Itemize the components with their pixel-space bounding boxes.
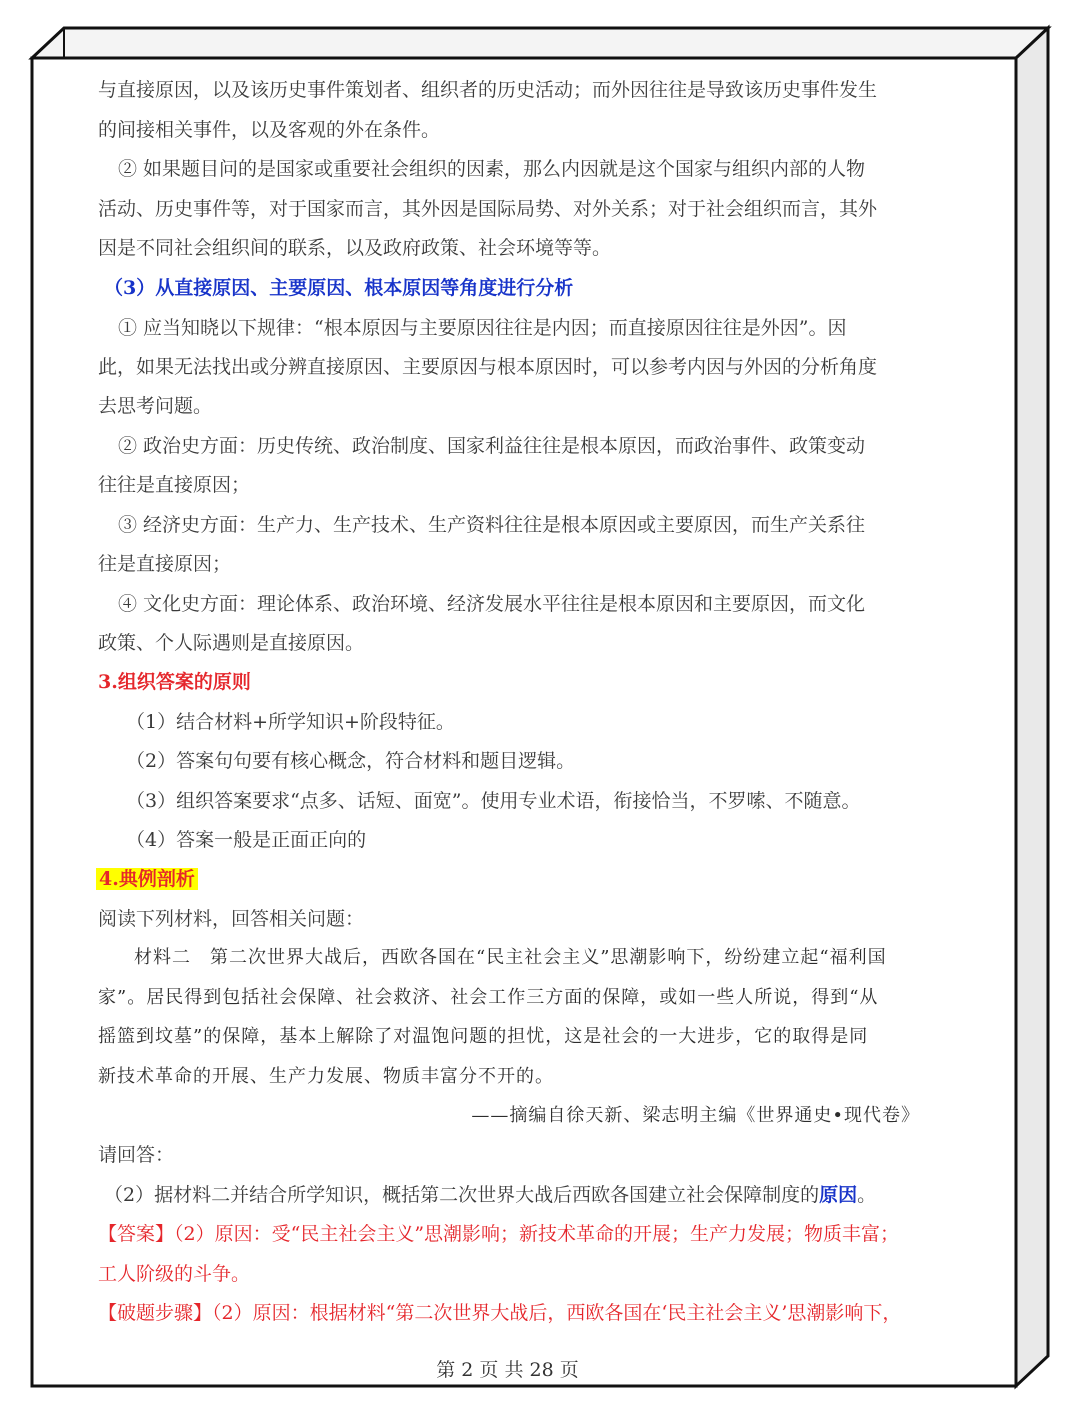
steps-text: （2）原因：根据材料“第二次世界大战后，西欧各国在‘民主社会主义’思潮影响下， bbox=[212, 1302, 902, 1324]
principle-item: （1）结合材料+所学知识+阶段特征。 bbox=[126, 711, 455, 733]
answer-tag: 【答案】 bbox=[98, 1223, 175, 1245]
page-number: 第 2 页 共 28 页 bbox=[436, 1359, 579, 1381]
material-line: 家”。居民得到包括社会保障、社会救济、社会工作三方面的保障，或如一些人所说，得到“从 bbox=[98, 987, 879, 1008]
principle-item: （4）答案一般是正面正向的 bbox=[126, 829, 367, 851]
text-line: 活动、历史事件等，对于国家而言，其外因是国际局势、对外关系；对于社会组织而言，其外 bbox=[98, 198, 878, 220]
steps-tag: 【破题步骤】 bbox=[98, 1302, 213, 1324]
material-line: 摇篮到坟墓”的保障，基本上解除了对温饱问题的担忧，这是社会的一大进步，它的取得是同 bbox=[98, 1026, 869, 1047]
text-line: 因是不同社会组织间的联系，以及政府政策、社会环境等等。 bbox=[98, 237, 612, 259]
text-line: 的间接相关事件，以及客观的外在条件。 bbox=[98, 119, 441, 141]
material-line: 新技术革命的开展、生产力发展、物质丰富分不开的。 bbox=[98, 1066, 554, 1087]
text-line: 政策、个人际遇则是直接原因。 bbox=[98, 632, 365, 654]
question-line bbox=[104, 1183, 876, 1207]
text-line: ② 如果题目问的是国家或重要社会组织的因素，那么内因就是这个国家与组织内部的人物 bbox=[118, 158, 866, 180]
text-line: 去思考问题。 bbox=[98, 395, 213, 417]
steps-line bbox=[98, 1301, 901, 1325]
text-line: 与直接原因，以及该历史事件策划者、组织者的历史活动；而外因往往是导致该历史事件发生 bbox=[98, 79, 878, 101]
read-prompt: 阅读下列材料，回答相关问题： bbox=[98, 908, 365, 930]
material-line: 材料二 第二次世界大战后，西欧各国在“民主社会主义”思潮影响下，纷纷建立起“福利国 bbox=[134, 947, 887, 968]
text-line: 往往是直接原因； bbox=[98, 474, 251, 496]
please-answer: 请回答： bbox=[98, 1144, 175, 1166]
question-text: （2）据材料二并结合所学知识，概括第二次世界大战后西欧各国建立社会保障制度的 bbox=[104, 1184, 820, 1206]
answer-text: （2）原因：受“民主社会主义”思潮影响；新技术革命的开展；生产力发展；物质丰富； bbox=[174, 1223, 900, 1245]
question-keyword: 原因 bbox=[819, 1184, 858, 1206]
text-line: ④ 文化史方面：理论体系、政治环境、经济发展水平往往是根本原因和主要原因，而文化 bbox=[118, 593, 866, 615]
text-line: ③ 经济史方面：生产力、生产技术、生产资料往往是根本原因或主要原因，而生产关系往 bbox=[118, 514, 866, 536]
principle-item: （3）组织答案要求“点多、话短、面宽”。使用专业术语，衔接恰当，不罗嗦、不随意。 bbox=[126, 790, 861, 812]
text-line: 往是直接原因； bbox=[98, 553, 232, 575]
principle-item: （2）答案句句要有核心概念，符合材料和题目逻辑。 bbox=[126, 750, 576, 772]
text-line: ② 政治史方面：历史传统、政治制度、国家利益往往是根本原因，而政治事件、政策变动 bbox=[118, 435, 866, 457]
question-suffix: 。 bbox=[857, 1184, 877, 1206]
example-heading bbox=[96, 867, 198, 891]
material-source: ——摘编自徐天新、梁志明主编《世界通史•现代卷》 bbox=[471, 1105, 920, 1126]
principles-heading: 3.组织答案的原则 bbox=[98, 671, 251, 693]
answer-line bbox=[98, 1222, 899, 1246]
answer-line: 工人阶级的斗争。 bbox=[98, 1263, 251, 1285]
section-heading: （3）从直接原因、主要原因、根本原因等角度进行分析 bbox=[104, 277, 574, 299]
example-heading-highlight: 4.典例剖析 bbox=[96, 868, 198, 890]
text-line: ① 应当知晓以下规律：“根本原因与主要原因往往是内因；而直接原因往往是外因”。因 bbox=[118, 317, 847, 339]
text-line: 此，如果无法找出或分辨直接原因、主要原因与根本原因时，可以参考内因与外因的分析角度 bbox=[98, 356, 878, 378]
